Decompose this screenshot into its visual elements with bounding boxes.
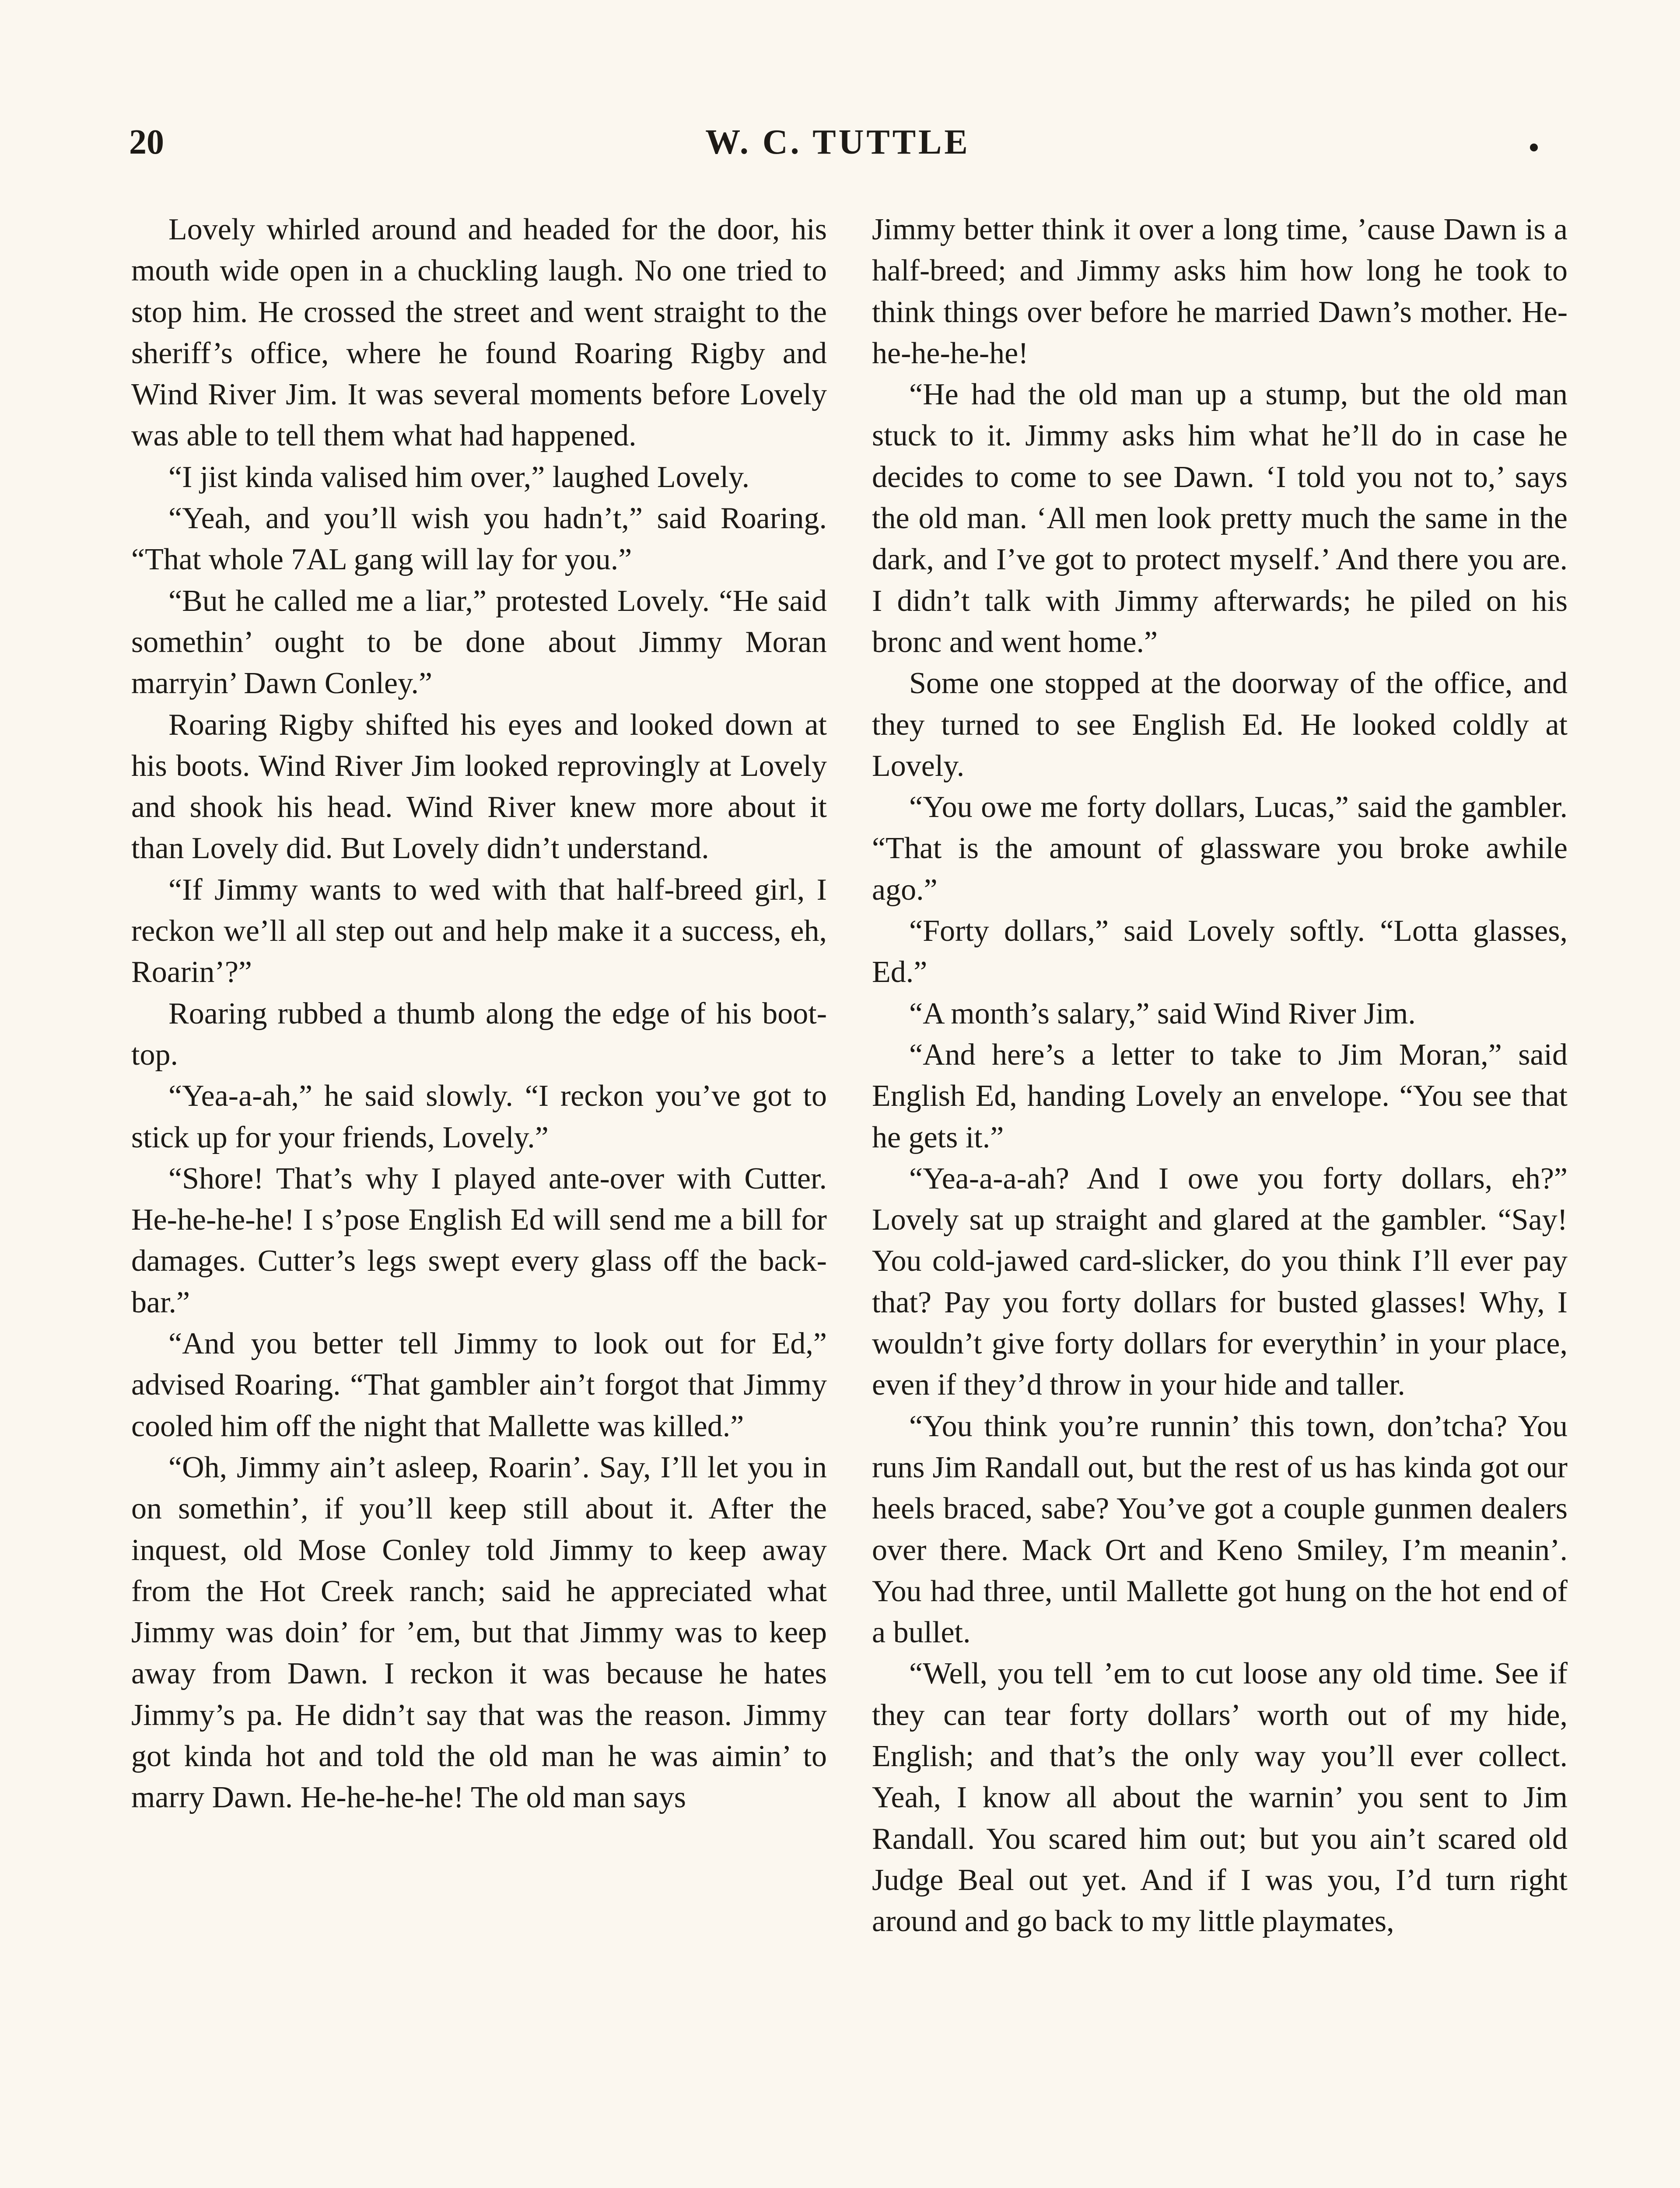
paragraph: “And here’s a letter to take to Jim Moran,” said English Ed, handing Lovely an envelope. “You see that he gets it.” <box>872 1038 1568 1154</box>
paragraph: “I jist kinda valised him over,” laughed Lovely. <box>168 460 750 494</box>
paragraph: “If Jimmy wants to wed with that half-breed girl, I reckon we’ll all step out and help make it a success, eh, Roarin’?” <box>131 873 827 989</box>
paragraph: “Shore! That’s why I played ante-over with Cutter. He-he-he-he! I s’pose English Ed will send me a bill for damages. Cutter’s legs swept every glass off the back-bar.” <box>131 1161 827 1319</box>
paragraph: “But he called me a liar,” protested Lovely. “He said somethin’ ought to be done about Jimmy Moran marryin’ Dawn Conley.” <box>131 584 827 701</box>
paragraph: “And you better tell Jimmy to look out for Ed,” advised Roaring. “That gambler ain’t forgot that Jimmy cooled him off the night that Mallette was killed.” <box>131 1327 827 1443</box>
paragraph: “Oh, Jimmy ain’t asleep, Roarin’. Say, I’ll let you in on somethin’, if you’ll keep still about it. After the inquest, old Mose Conley told Jimmy to keep away from the Hot Creek ranch; said he appreciated what Jimmy was doin’ for ’em, but that Jimmy was to keep away from Dawn. I reckon it was because he hates Jimmy’s pa. He didn’t say that was the reason. Jimmy got kinda hot and told the old man he was aimin’ to marry Dawn. He-he-he-he! The old man says <box>131 1450 827 1815</box>
paragraph: “Well, you tell ’em to cut loose any old time. See if they can tear forty dollars’ worth out of my hide, English; and that’s the only way you’ll ever collect. Yeah, I know all about the warnin’ you sent to Jim Randall. You scared him out; but you ain’t scared old Judge Beal out yet. And if I was you, I’d turn right around and go back to my little playmates, <box>872 1657 1568 1939</box>
paragraph: “Yeah, and you’ll wish you hadn’t,” said Roaring. “That whole 7AL gang will lay for you.” <box>131 501 827 577</box>
right-column <box>872 209 1568 1942</box>
paragraph: Roaring Rigby shifted his eyes and looked down at his boots. Wind River Jim looked reprovingly at Lovely and shook his head. Wind River knew more about it than Lovely did. But Lovely didn’t understand. <box>131 708 827 866</box>
paragraph: Roaring rubbed a thumb along the edge of his boot-top. <box>131 996 827 1072</box>
paragraph: “He had the old man up a stump, but the old man stuck to it. Jimmy asks him what he’ll do in case he decides to come to see Dawn. ‘I told you not to,’ says the old man. ‘All men look pretty much the same in the dark, and I’ve got to protect myself.’ And there you are. I didn’t talk with Jimmy afterwards; he piled on his bronc and went home.” <box>872 378 1568 659</box>
paragraph: Some one stopped at the doorway of the office, and they turned to see English Ed. He looked coldly at Lovely. <box>872 666 1568 783</box>
page-number: 20 <box>129 123 164 161</box>
left-column <box>131 209 827 1819</box>
paragraph: “Forty dollars,” said Lovely softly. “Lotta glasses, Ed.” <box>872 914 1568 989</box>
header-dot-mark <box>1530 144 1538 151</box>
page-header <box>129 118 1547 171</box>
running-head: W. C. TUTTLE <box>705 123 970 161</box>
paragraph-continuation: Jimmy better think it over a long time, ’cause Dawn is a half-breed; and Jimmy asks him how long he took to think things over before he married Dawn’s mother. He-he-he-he-he! <box>872 213 1568 370</box>
paragraph: “You think you’re runnin’ this town, don’tcha? You runs Jim Randall out, but the rest of us has kinda got our heels braced, sabe? You’ve got a couple gunmen dealers over there. Mack Ort and Keno Smiley, I’m meanin’. You had three, until Mallette got hung on the hot end of a bullet. <box>872 1409 1568 1650</box>
paragraph: “You owe me forty dollars, Lucas,” said the gambler. “That is the amount of glassware you broke awhile ago.” <box>872 790 1568 907</box>
paragraph: “Yea-a-a-ah? And I owe you forty dollars, eh?” Lovely sat up straight and glared at the gambler. “Say! You cold-jawed card-slicker, do you think I’ll ever pay that? Pay you forty dollars for busted glasses! Why, I wouldn’t give forty dollars for everythin’ in your place, even if they’d throw in your hide and taller. <box>872 1161 1568 1402</box>
paragraph: Lovely whirled around and headed for the door, his mouth wide open in a chuckling laugh. No one tried to stop him. He crossed the street and went straight to the sheriff’s office, where he found Roaring Rigby and Wind River Jim. It was several moments before Lovely was able to tell them what had happened. <box>131 213 827 453</box>
paragraph: “A month’s salary,” said Wind River Jim. <box>909 996 1416 1031</box>
paragraph: “Yea-a-ah,” he said slowly. “I reckon you’ve got to stick up for your friends, Lovely.” <box>131 1079 827 1154</box>
